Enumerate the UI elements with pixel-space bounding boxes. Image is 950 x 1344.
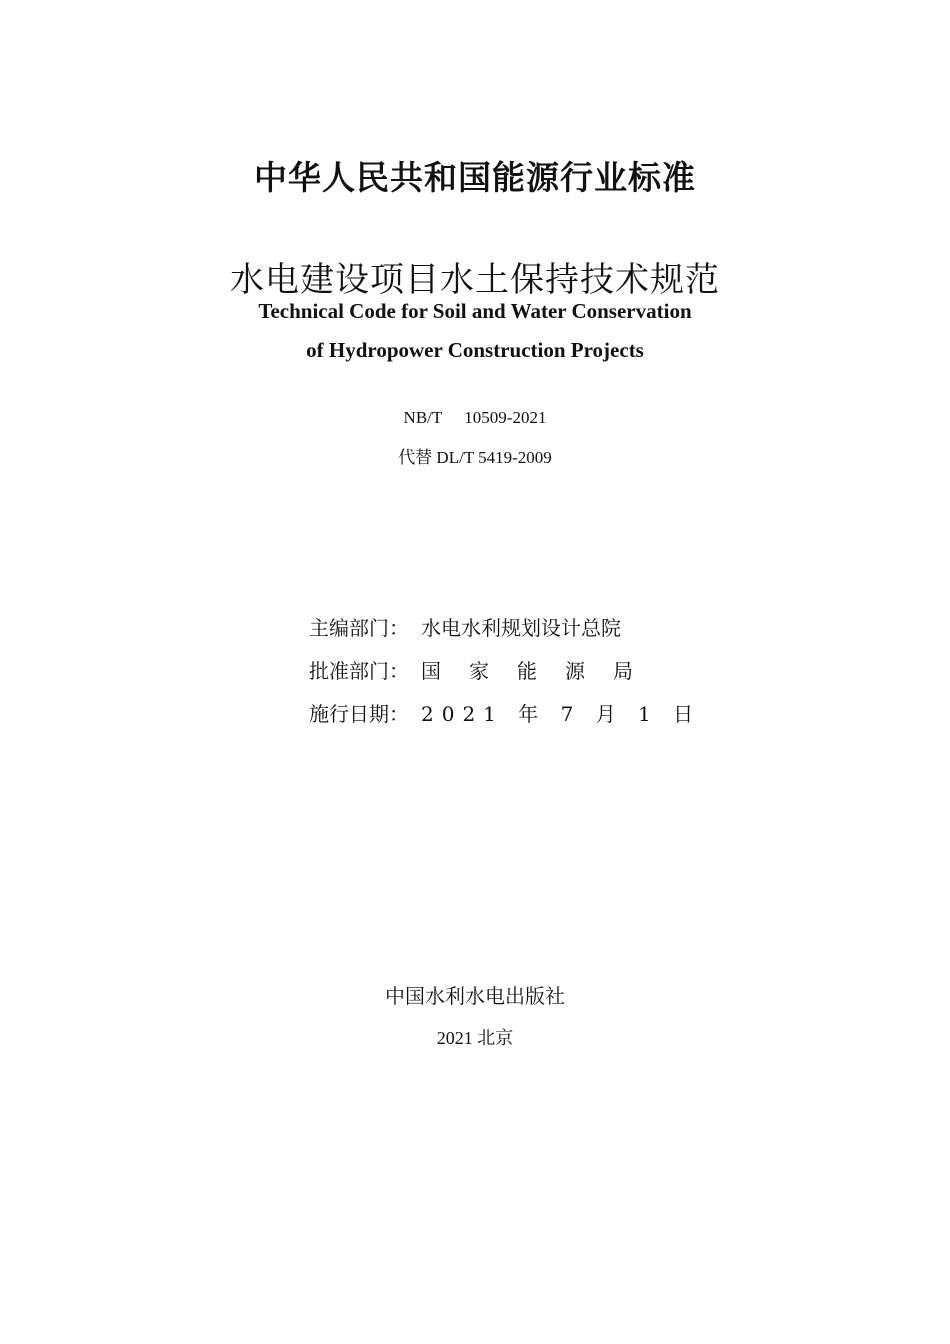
publisher-name: 中国水利水电出版社 — [385, 984, 565, 1008]
standard-code-number: 10509-2021 — [464, 408, 547, 427]
approval-department-row — [309, 655, 661, 684]
approval-department-value: 国家能源局 — [421, 659, 661, 683]
document-title-english-line-1: Technical Code for Soil and Water Conservation — [258, 299, 692, 323]
editor-department-row — [309, 612, 621, 641]
standard-code-prefix: NB/T — [403, 408, 443, 427]
standard-code — [0, 408, 950, 428]
effective-date-row — [309, 698, 701, 727]
effective-date-value: 2021 年 7 月 1 日 — [421, 702, 702, 726]
approval-department-label: 批准部门： — [309, 659, 409, 683]
industry-standard-heading: 中华人民共和国能源行业标准 — [254, 158, 696, 197]
publication-place-year: 2021 北京 — [436, 1028, 514, 1048]
document-title-english-line-2: of Hydropower Construction Projects — [306, 338, 644, 362]
replaced-standard: 代替 DL/T 5419-2009 — [398, 448, 552, 467]
editor-department-label: 主编部门： — [309, 616, 409, 640]
effective-date-label: 施行日期： — [309, 702, 409, 726]
editor-department-value: 水电水利规划设计总院 — [421, 616, 621, 640]
document-title-chinese: 水电建设项目水土保持技术规范 — [230, 260, 720, 300]
